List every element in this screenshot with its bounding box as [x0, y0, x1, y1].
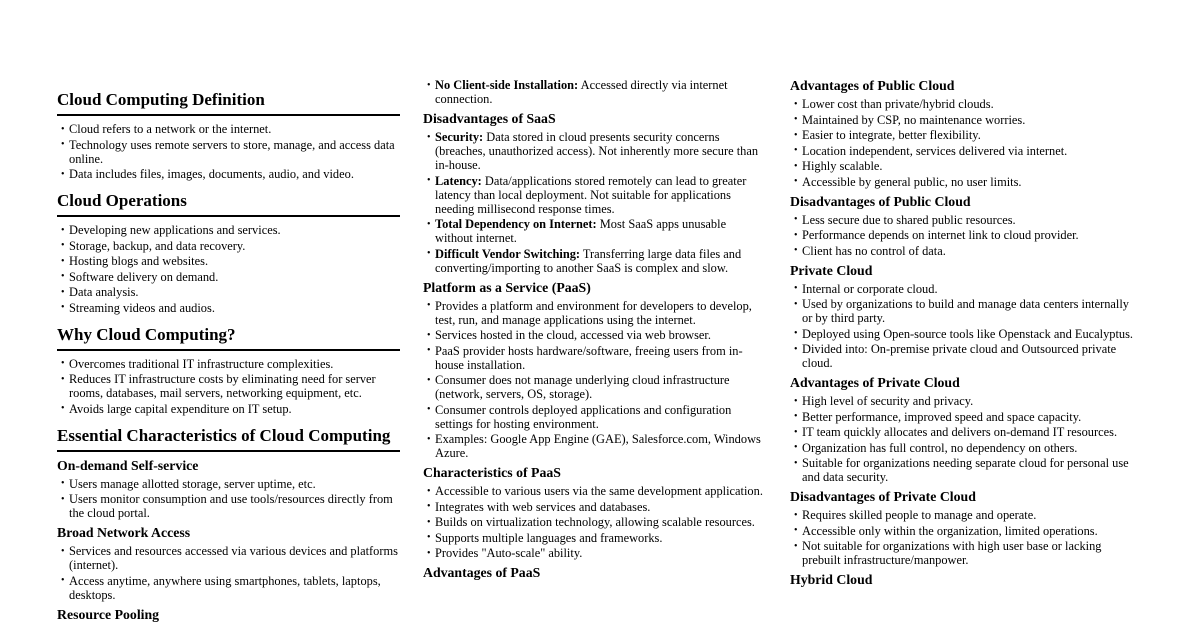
list-item-text: Accessible only within the organization, limited operations. — [802, 523, 1098, 538]
bullet-icon: • — [794, 229, 798, 241]
bullet-list — [790, 394, 1135, 484]
bullet-icon: • — [427, 532, 431, 543]
list-item-text: Storage, backup, and data recovery. — [69, 238, 246, 253]
list-item-text: Supports multiple languages and frameworks. — [435, 530, 663, 545]
bullet-icon: • — [61, 139, 65, 150]
list-item — [790, 342, 1135, 370]
bullet-icon: • — [61, 302, 65, 313]
list-item — [57, 270, 400, 284]
list-item-text: Security: Data stored in cloud presents security concerns (breaches, unauthorized access). Not inherently more secure than in-house. — [435, 130, 759, 172]
subsection-heading: Disadvantages of Public Cloud — [790, 193, 971, 209]
list-item — [423, 78, 766, 106]
subsection-heading: Private Cloud — [790, 262, 873, 278]
list-item — [790, 425, 1135, 439]
list-item — [57, 167, 400, 181]
bullet-icon: • — [61, 255, 65, 267]
bullet-icon: • — [794, 509, 798, 521]
subsection-heading: Characteristics of PaaS — [423, 465, 561, 480]
list-item — [423, 531, 766, 545]
bullet-icon: • — [427, 329, 431, 341]
list-item — [790, 175, 1135, 189]
bullet-icon: • — [794, 525, 798, 536]
list-item — [423, 247, 766, 275]
list-item — [57, 492, 400, 520]
list-item-text: Cloud refers to a network or the internet. — [69, 122, 272, 136]
list-item — [57, 544, 400, 572]
list-item — [790, 244, 1135, 258]
bullet-icon: • — [794, 411, 798, 422]
list-item — [57, 301, 400, 315]
list-item-text: Builds on virtualization technology, allowing scalable resources. — [435, 515, 755, 529]
list-item-text: Client has no control of data. — [802, 243, 946, 258]
bullet-icon: • — [794, 457, 798, 469]
bullet-icon: • — [427, 345, 431, 356]
bullet-icon: • — [427, 547, 431, 559]
bullet-icon: • — [61, 286, 65, 298]
subsection-heading: Broad Network Access — [57, 525, 191, 540]
list-item-text: Accessible by general public, no user limits. — [802, 174, 1022, 189]
list-item-text: Examples: Google App Engine (GAE), Salesforce.com, Windows Azure. — [435, 432, 761, 460]
list-item — [423, 500, 766, 514]
list-item-text: Highly scalable. — [802, 159, 883, 173]
list-item-text: Services hosted in the cloud, accessed via web browser. — [435, 328, 711, 342]
bullet-icon: • — [794, 395, 798, 407]
bullet-icon: • — [427, 404, 431, 415]
subsection-heading: Platform as a Service (PaaS) — [423, 279, 591, 295]
list-item-text: Location independent, services delivered via internet. — [802, 143, 1068, 158]
list-item-text: Data analysis. — [69, 285, 139, 299]
list-item-text: Latency: Data/applications stored remotely can lead to greater latency than local deployment. Not suitable for applications needing millisecond response times. — [435, 173, 747, 216]
list-item-text: Consumer controls deployed applications and configuration settings for hosting environment. — [435, 402, 732, 431]
bullet-icon: • — [427, 485, 431, 497]
bullet-icon: • — [427, 433, 431, 445]
bullet-icon: • — [794, 328, 798, 339]
list-item — [790, 508, 1135, 522]
list-item-text: Deployed using Open-source tools like Openstack and Eucalyptus. — [802, 326, 1134, 341]
document-column-3 — [790, 78, 1135, 591]
list-item-text: Provides a platform and environment for developers to develop, test, run, and manage applications using the internet. — [435, 298, 752, 327]
bullet-icon: • — [61, 373, 65, 385]
list-item-text: Accessible to various users via the same development application. — [435, 484, 763, 498]
bullet-icon: • — [427, 248, 431, 259]
list-item-text: Users monitor consumption and use tools/resources directly from the cloud portal. — [69, 492, 393, 520]
bullet-icon: • — [61, 358, 65, 369]
list-item — [57, 254, 400, 268]
list-item-text: Hosting blogs and websites. — [69, 254, 209, 268]
document-column-1 — [57, 78, 400, 626]
subsection-heading: Advantages of Public Cloud — [790, 78, 955, 93]
section-heading: Cloud Computing Definition — [57, 90, 400, 116]
list-item-text: Streaming videos and audios. — [69, 300, 215, 315]
bullet-list — [57, 544, 400, 602]
list-item-text: Less secure due to shared public resources. — [802, 212, 1016, 227]
list-item — [423, 484, 766, 498]
bullet-list — [790, 282, 1135, 371]
bullet-list — [57, 122, 400, 181]
bullet-icon: • — [427, 374, 431, 386]
bullet-icon: • — [61, 123, 65, 135]
bullet-icon: • — [794, 442, 798, 453]
section-heading: Essential Characteristics of Cloud Computing — [57, 426, 400, 452]
list-item — [57, 223, 400, 237]
bullet-icon: • — [427, 516, 431, 528]
bullet-icon: • — [61, 168, 65, 180]
list-item-text: Maintained by CSP, no maintenance worries. — [802, 112, 1026, 127]
subsection-heading: On-demand Self-service — [57, 457, 199, 473]
list-item-text: Reduces IT infrastructure costs by eliminating need for server rooms, databases, mail servers, networking equipment, etc. — [69, 372, 376, 400]
term-bold: Security: — [435, 130, 484, 144]
list-item — [423, 217, 766, 245]
bullet-icon: • — [61, 478, 65, 489]
list-item-text: Organization has full control, no dependency on others. — [802, 440, 1078, 455]
list-item — [790, 282, 1135, 296]
list-item-text: Suitable for organizations needing separate cloud for personal use and data security. — [802, 456, 1129, 484]
bullet-icon: • — [427, 131, 431, 143]
list-item — [423, 373, 766, 401]
list-item — [57, 285, 400, 299]
list-item — [423, 130, 766, 172]
list-item-text: IT team quickly allocates and delivers on-demand IT resources. — [802, 425, 1118, 439]
bullet-icon: • — [794, 298, 798, 310]
bullet-icon: • — [427, 79, 431, 91]
bullet-list — [57, 357, 400, 416]
list-item-text: Not suitable for organizations with high user base or lacking prebuilt infrastructure/manpower. — [802, 539, 1102, 567]
list-item — [790, 394, 1135, 408]
bullet-icon: • — [61, 575, 65, 586]
list-item — [790, 410, 1135, 424]
bullet-icon: • — [794, 426, 798, 438]
list-item — [790, 539, 1135, 567]
bullet-icon: • — [794, 245, 798, 256]
list-item-text: Software delivery on demand. — [69, 269, 219, 284]
list-item — [790, 524, 1135, 538]
list-item — [423, 344, 766, 372]
list-item-text: Avoids large capital expenditure on IT setup. — [69, 401, 292, 416]
bullet-list — [790, 97, 1135, 189]
term-bold: Difficult Vendor Switching: — [435, 246, 581, 261]
list-item — [57, 122, 400, 136]
bullet-icon: • — [794, 176, 798, 187]
bullet-icon: • — [794, 283, 798, 294]
bullet-list — [423, 484, 766, 560]
bullet-icon: • — [61, 224, 65, 236]
list-item-text: Access anytime, anywhere using smartphones, tablets, laptops, desktops. — [69, 573, 381, 602]
list-item — [790, 441, 1135, 455]
list-item — [57, 402, 400, 416]
bullet-list — [790, 508, 1135, 567]
list-item — [790, 113, 1135, 127]
list-item — [423, 403, 766, 431]
bullet-icon: • — [427, 175, 431, 186]
bullet-list — [790, 213, 1135, 258]
list-item-text: Divided into: On-premise private cloud and Outsourced private cloud. — [802, 342, 1117, 370]
list-item-text: Performance depends on internet link to cloud provider. — [802, 228, 1079, 242]
term-bold: Total Dependency on Internet: — [435, 217, 597, 231]
document-column-2 — [423, 78, 766, 584]
list-item — [790, 297, 1135, 325]
list-item — [57, 574, 400, 602]
list-item-text: Total Dependency on Internet: Most SaaS apps unusable without internet. — [435, 217, 727, 245]
bullet-icon: • — [794, 145, 798, 156]
subsection-heading: Advantages of PaaS — [423, 565, 541, 580]
list-item — [790, 159, 1135, 173]
list-item-text: No Client-side Installation: Accessed directly via internet connection. — [435, 78, 728, 106]
list-item — [790, 327, 1135, 341]
bullet-icon: • — [61, 493, 65, 505]
term-bold: Latency: — [435, 173, 482, 188]
subsection-heading: Disadvantages of SaaS — [423, 111, 556, 126]
subsection-heading: Resource Pooling — [57, 606, 160, 622]
bullet-icon: • — [61, 240, 65, 251]
list-item — [423, 515, 766, 529]
list-item-text: High level of security and privacy. — [802, 394, 974, 408]
section-heading: Cloud Operations — [57, 191, 400, 217]
list-item-text: Better performance, improved speed and space capacity. — [802, 409, 1082, 424]
bullet-icon: • — [794, 98, 798, 110]
list-item-text: Data includes files, images, documents, audio, and video. — [69, 167, 354, 181]
list-item — [790, 213, 1135, 227]
list-item-text: Lower cost than private/hybrid clouds. — [802, 97, 994, 111]
bullet-icon: • — [61, 545, 65, 557]
list-item-text: Technology uses remote servers to store, manage, and access data online. — [69, 137, 395, 166]
list-item — [423, 546, 766, 560]
list-item-text: Integrates with web services and databases. — [435, 499, 651, 514]
bullet-icon: • — [794, 343, 798, 355]
bullet-list — [423, 130, 766, 275]
list-item-text: Users manage allotted storage, server uptime, etc. — [69, 476, 316, 491]
subsection-heading: Disadvantages of Private Cloud — [790, 489, 976, 504]
list-item — [790, 144, 1135, 158]
bullet-icon: • — [794, 214, 798, 225]
list-item — [423, 328, 766, 342]
list-item-text: Consumer does not manage underlying cloud infrastructure (network, servers, OS, storage). — [435, 373, 730, 401]
list-item — [57, 357, 400, 371]
bullet-list — [423, 299, 766, 461]
bullet-icon: • — [794, 160, 798, 172]
list-item — [423, 432, 766, 460]
list-item — [57, 138, 400, 166]
bullet-icon: • — [61, 403, 65, 414]
bullet-list — [423, 78, 766, 106]
bullet-icon: • — [427, 218, 431, 230]
list-item-text: Used by organizations to build and manage data centers internally or by third party. — [802, 297, 1129, 325]
bullet-list — [57, 477, 400, 521]
section-heading: Why Cloud Computing? — [57, 325, 400, 351]
bullet-icon: • — [427, 501, 431, 512]
list-item — [790, 128, 1135, 142]
list-item — [790, 228, 1135, 242]
list-item-text: Provides "Auto-scale" ability. — [435, 546, 583, 560]
bullet-icon: • — [61, 271, 65, 282]
list-item — [57, 239, 400, 253]
bullet-list — [57, 223, 400, 315]
list-item — [57, 477, 400, 491]
list-item — [57, 372, 400, 400]
list-item — [423, 174, 766, 216]
list-item — [423, 299, 766, 327]
list-item-text: Internal or corporate cloud. — [802, 281, 938, 296]
list-item-text: Services and resources accessed via various devices and platforms (internet). — [69, 544, 398, 572]
bullet-icon: • — [427, 300, 431, 311]
list-item — [790, 456, 1135, 484]
term-bold: No Client-side Installation: — [435, 78, 579, 92]
bullet-icon: • — [794, 540, 798, 552]
subsection-heading: Advantages of Private Cloud — [790, 375, 960, 390]
subsection-heading: Hybrid Cloud — [790, 572, 873, 587]
list-item-text: Difficult Vendor Switching: Transferring large data files and converting/importing to another SaaS is complex and slow. — [435, 246, 742, 275]
list-item-text: Overcomes traditional IT infrastructure complexities. — [69, 356, 334, 371]
bullet-icon: • — [794, 114, 798, 125]
list-item-text: PaaS provider hosts hardware/software, freeing users from in-house installation. — [435, 343, 743, 372]
list-item-text: Requires skilled people to manage and operate. — [802, 508, 1037, 522]
list-item — [790, 97, 1135, 111]
list-item-text: Easier to integrate, better flexibility. — [802, 128, 981, 142]
list-item-text: Developing new applications and services. — [69, 223, 281, 237]
bullet-icon: • — [794, 129, 798, 141]
